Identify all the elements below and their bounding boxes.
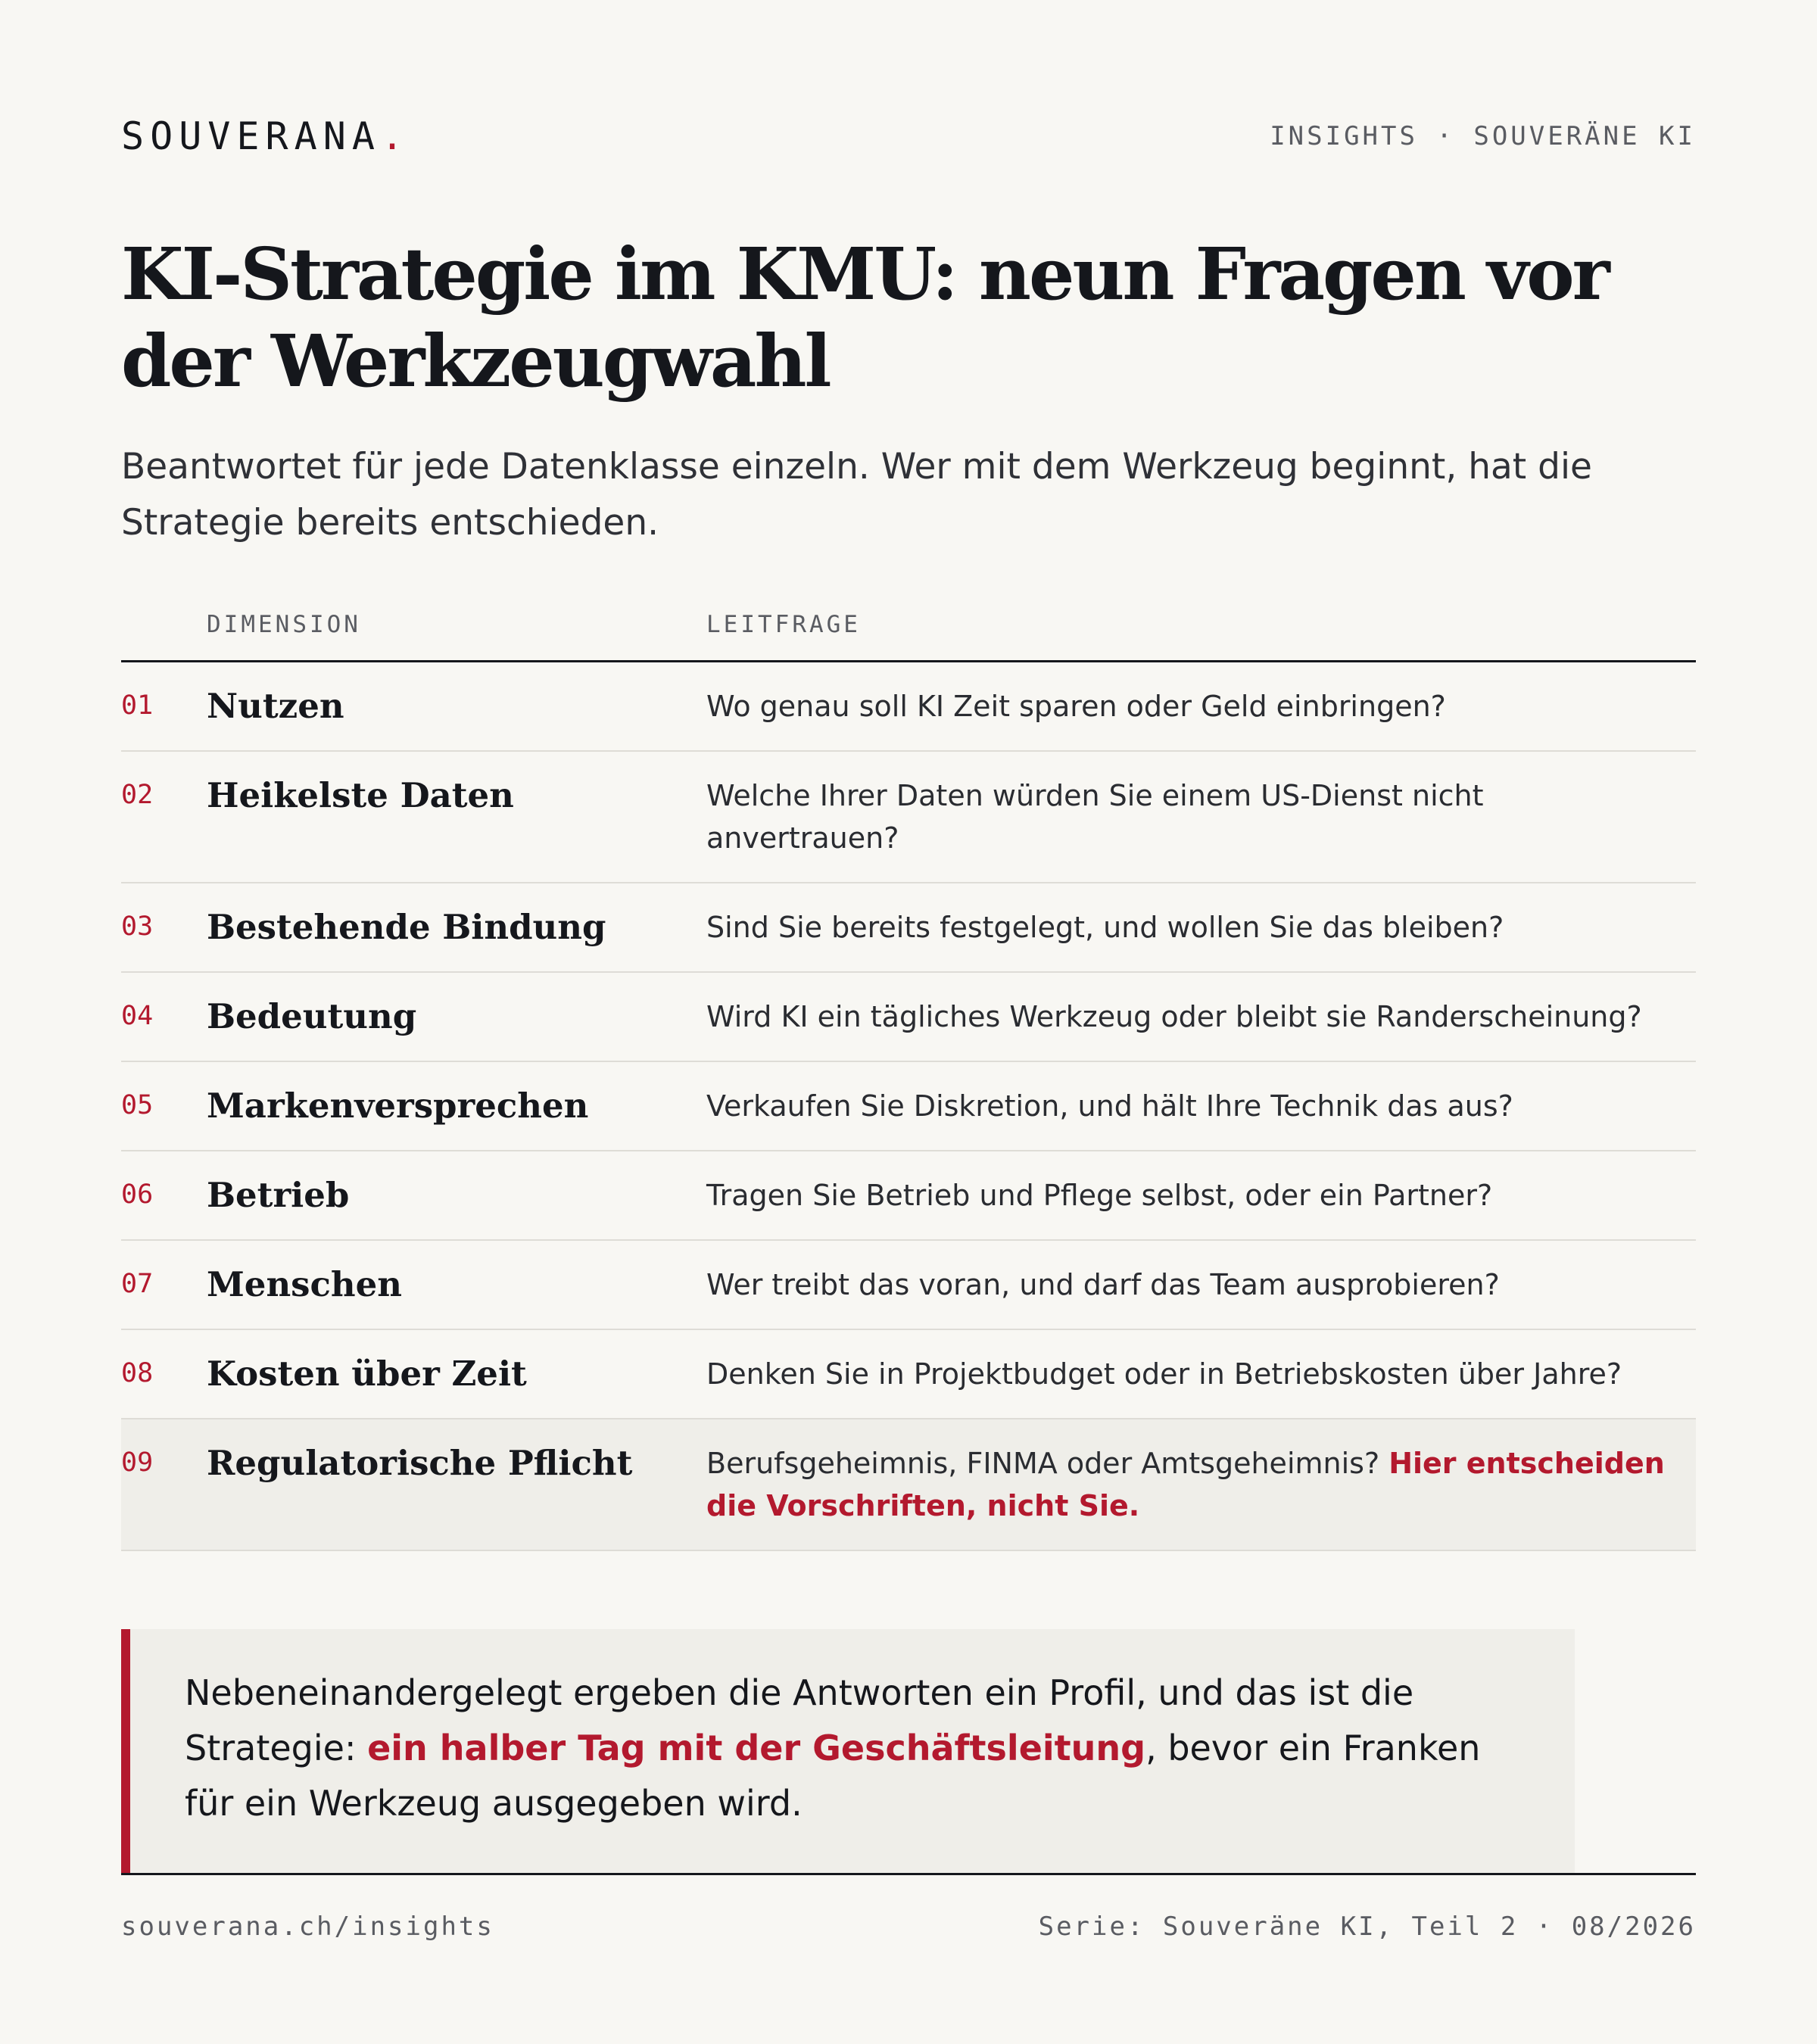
row-number: 05 bbox=[121, 1090, 154, 1120]
row-number: 07 bbox=[121, 1269, 154, 1299]
column-header-question: LEITFRAGE bbox=[706, 611, 861, 638]
logo-text: SOUVERANA bbox=[121, 114, 381, 158]
row-question bbox=[706, 1062, 1696, 1150]
row-dimension: Nutzen bbox=[207, 686, 344, 726]
row-question bbox=[706, 1419, 1696, 1550]
row-question bbox=[706, 883, 1696, 971]
table-row bbox=[121, 883, 1696, 973]
row-number: 09 bbox=[121, 1447, 154, 1478]
row-dimension: Heikelste Daten bbox=[207, 775, 514, 815]
row-dimension: Bedeutung bbox=[207, 996, 417, 1036]
row-number: 03 bbox=[121, 911, 154, 942]
question-table bbox=[121, 606, 1696, 1551]
callout-text-after: , bevor ein Franken für ein Werkzeug ausgegeben wird. bbox=[185, 1728, 1481, 1824]
page-title: KI-Strategie im KMU: neun Fragen vor der Werkzeugwahl bbox=[121, 232, 1608, 404]
callout-text-before: Nebeneinandergelegt ergeben die Antworten ein Profil, und das ist die Strategie: bbox=[185, 1672, 1414, 1768]
row-dimension: Bestehende Bindung bbox=[207, 907, 606, 947]
row-question-text: Wird KI ein tägliches Werkzeug oder bleibt sie Randerscheinung? bbox=[706, 1000, 1642, 1033]
row-question-accent: Hier entscheiden die Vorschriften, nicht Sie. bbox=[706, 1447, 1665, 1522]
row-question bbox=[706, 1151, 1696, 1239]
row-number: 04 bbox=[121, 1001, 154, 1031]
table-row bbox=[121, 1062, 1696, 1151]
table-header bbox=[121, 606, 1696, 662]
row-number: 02 bbox=[121, 780, 154, 810]
table-row bbox=[121, 752, 1696, 883]
row-question bbox=[706, 1330, 1696, 1418]
footer-url[interactable]: souverana.ch/insights bbox=[121, 1912, 494, 1942]
row-number: 01 bbox=[121, 690, 154, 721]
section-kicker[interactable]: INSIGHTS · SOUVERÄNE KI bbox=[1270, 121, 1696, 151]
row-dimension: Betrieb bbox=[207, 1175, 350, 1215]
row-dimension: Regulatorische Pflicht bbox=[207, 1443, 633, 1483]
table-row bbox=[121, 662, 1696, 752]
callout-box bbox=[121, 1629, 1575, 1873]
row-number: 08 bbox=[121, 1358, 154, 1388]
row-question bbox=[706, 752, 1696, 882]
row-dimension: Markenversprechen bbox=[207, 1086, 589, 1126]
row-question-text: Welche Ihrer Daten würden Sie einem US-Dienst nicht anvertrauen? bbox=[706, 779, 1484, 855]
row-question bbox=[706, 1241, 1696, 1329]
row-question-text: Denken Sie in Projektbudget oder in Betriebskosten über Jahre? bbox=[706, 1357, 1622, 1391]
table-body bbox=[121, 662, 1696, 1551]
table-row bbox=[121, 973, 1696, 1062]
column-header-dimension: DIMENSION bbox=[207, 611, 361, 638]
row-question-text: Berufsgeheimnis, FINMA oder Amtsgeheimnis? bbox=[706, 1447, 1389, 1480]
table-row bbox=[121, 1151, 1696, 1241]
page-subtitle: Beantwortet für jede Datenklasse einzeln. Wer mit dem Werkzeug beginnt, hat die Strategie bereits entschieden. bbox=[121, 446, 1592, 544]
footer-divider bbox=[121, 1873, 1696, 1875]
row-question-text: Wo genau soll KI Zeit sparen oder Geld einbringen? bbox=[706, 690, 1446, 723]
row-question bbox=[706, 973, 1696, 1061]
table-row bbox=[121, 1419, 1696, 1551]
row-question-text: Verkaufen Sie Diskretion, und hält Ihre Technik das aus? bbox=[706, 1089, 1513, 1123]
row-question-text: Tragen Sie Betrieb und Pflege selbst, oder ein Partner? bbox=[706, 1179, 1493, 1212]
top-bar bbox=[121, 114, 1696, 159]
logo[interactable] bbox=[121, 114, 404, 159]
table-row bbox=[121, 1330, 1696, 1419]
row-dimension: Kosten über Zeit bbox=[207, 1354, 527, 1394]
logo-dot: . bbox=[380, 114, 404, 158]
row-question-text: Wer treibt das voran, und darf das Team ausprobieren? bbox=[706, 1268, 1500, 1301]
row-number: 06 bbox=[121, 1179, 154, 1210]
callout-accent: ein halber Tag mit der Geschäftsleitung bbox=[367, 1728, 1146, 1768]
footer-series: Serie: Souveräne KI, Teil 2 · 08/2026 bbox=[1038, 1912, 1696, 1942]
row-question bbox=[706, 662, 1696, 750]
row-question-text: Sind Sie bereits festgelegt, und wollen Sie das bleiben? bbox=[706, 911, 1504, 944]
table-row bbox=[121, 1241, 1696, 1330]
row-dimension: Menschen bbox=[207, 1264, 402, 1304]
